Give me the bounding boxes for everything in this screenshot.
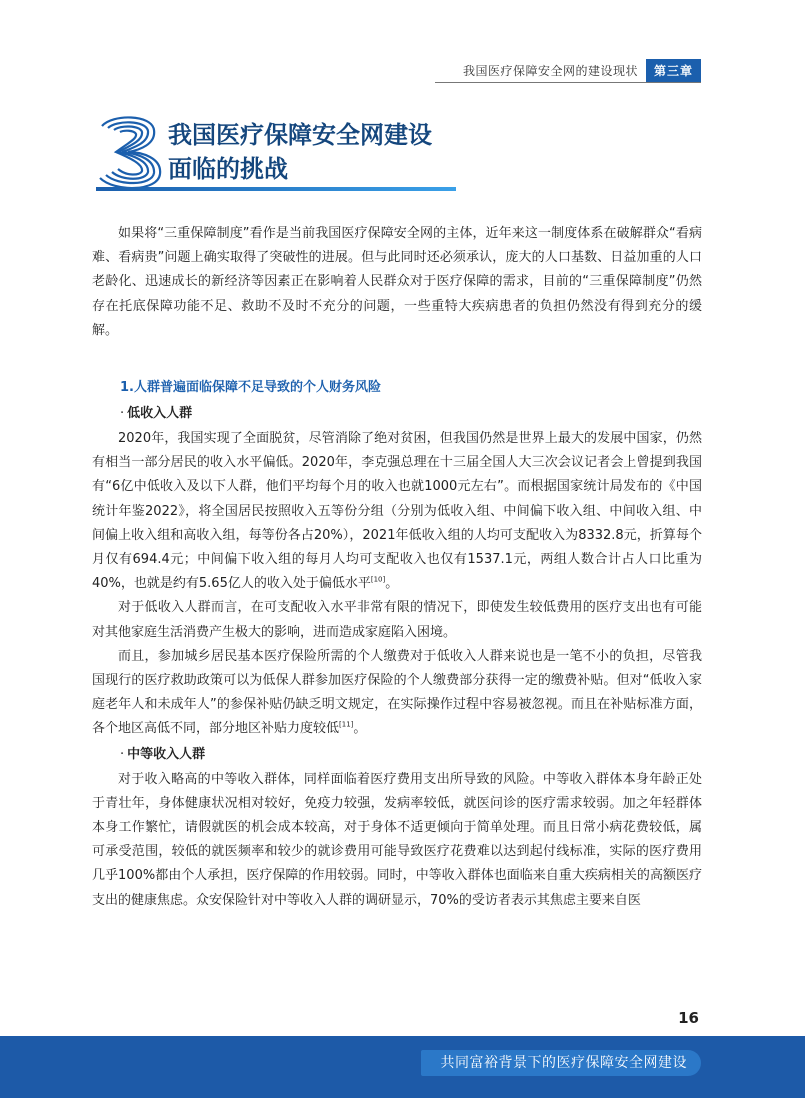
title-underline	[96, 187, 456, 191]
subheading-middle-income	[92, 742, 702, 768]
chapter-number-text: 3	[131, 164, 133, 165]
subheading-text: 中等收入人群	[127, 746, 206, 762]
paragraph-end: 。	[353, 721, 367, 737]
chapter-title	[168, 118, 432, 186]
running-header	[463, 60, 701, 80]
footer-title: 共同富裕背景下的医疗保障安全网建设	[421, 1050, 702, 1076]
chapter-title-line2: 面临的挑战	[168, 155, 288, 183]
section-heading: 1.人群普遍面临保障不足导致的个人财务风险	[120, 380, 381, 396]
page-number: 16	[678, 1009, 699, 1027]
subheading-text: 低收入人群	[127, 406, 193, 422]
body-text	[92, 222, 702, 913]
section-title: 我国医疗保障安全网的建设现状	[462, 63, 638, 78]
chapter-badge: 第三章	[646, 59, 701, 82]
citation: [10]	[370, 575, 386, 584]
bullet-icon: ·	[120, 746, 125, 762]
paragraph	[92, 645, 702, 742]
paragraph	[92, 427, 702, 596]
paragraph-text: 而且，参加城乡居民基本医疗保险所需的个人缴费对于低收入人群来说也是一笔不小的负担，尽管我国现行的医疗救助政策可以为低保人群参加医疗保险的个人缴费部分获得一定的缴费补贴。但对“低收入家庭老年人和未成年人”的参保补贴仍缺乏明文规定，在实际操作过程中容易被忽视。而且在补贴标准方面，各个地区高低不同，部分地区补贴力度较低	[92, 648, 702, 737]
paragraph: 对于低收入人群而言，在可支配收入水平非常有限的情况下，即使发生较低费用的医疗支出也有可能对其他家庭生活消费产生极大的影响，进而造成家庭陷入困境。	[92, 600, 702, 640]
bullet-icon: ·	[120, 406, 125, 422]
header-divider	[435, 82, 701, 83]
citation: [11]	[339, 721, 354, 730]
paragraph-end: 。	[385, 576, 399, 592]
intro-paragraph: 如果将“三重保障制度”看作是当前我国医疗保障安全网的主体，近年来这一制度体系在破解群众“看病难、看病贵”问题上确实取得了突破性的进展。但与此同时还必须承认，庞大的人口基数、日益加重的人口老龄化、迅速成长的新经济等因素正在影响着人民群众对于医疗保障的需求，目前的“三重保障制度”仍然存在托底保障功能不足、救助不及时不充分的问题，一些重特大疾病患者的负担仍然没有得到充分的缓解。	[92, 226, 702, 338]
subheading-low-income	[92, 401, 702, 427]
paragraph: 对于收入略高的中等收入群体，同样面临着医疗费用支出所导致的风险。中等收入群体本身年龄正处于青壮年，身体健康状况相对较好，免疫力较强，发病率较低，就医问诊的医疗需求较弱。加之年轻群体本身工作繁忙，请假就医的机会成本较高，对于身体不适更倾向于简单处理。而且日常小病花费较低，属可承受范围，较低的就医频率和较少的就诊费用可能导致医疗花费难以达到起付线标准，实际的医疗费用几乎100%都由个人承担，医疗保障的作用较弱。同时，中等收入群体也面临来自重大疾病相关的高额医疗支出的健康焦虑。众安保险针对中等收入人群的调研显示，70%的受访者表示其焦虑主要来自医	[92, 771, 702, 908]
paragraph-text: 2020年，我国实现了全面脱贫，尽管消除了绝对贫困，但我国仍然是世界上最大的发展中国家，仍然有相当一部分居民的收入水平偏低。2020年，李克强总理在十三届全国人大三次会议记者会上曾提到我国有“6亿中低收入及以下人群，他们平均每个月的收入也就1000元左右”。而根据国家统计局发布的《中国统计年鉴2022》，将全国居民按照收入五等份分组（分别为低收入组、中间偏下收入组、中间收入组、中间偏上收入组和高收入组，每等份各占20%），2021年低收入组的人均可支配收入为8332.8元，折算每个月仅有694.4元；中间偏下收入组的每月人均可支配收入也仅有1537.1元，两组人数合计占人口比重为40%，也就是约有5.65亿人的收入处于偏低水平	[92, 431, 702, 592]
chapter-title-line1: 我国医疗保障安全网建设	[168, 121, 432, 149]
chapter-number-graphic	[96, 112, 168, 192]
